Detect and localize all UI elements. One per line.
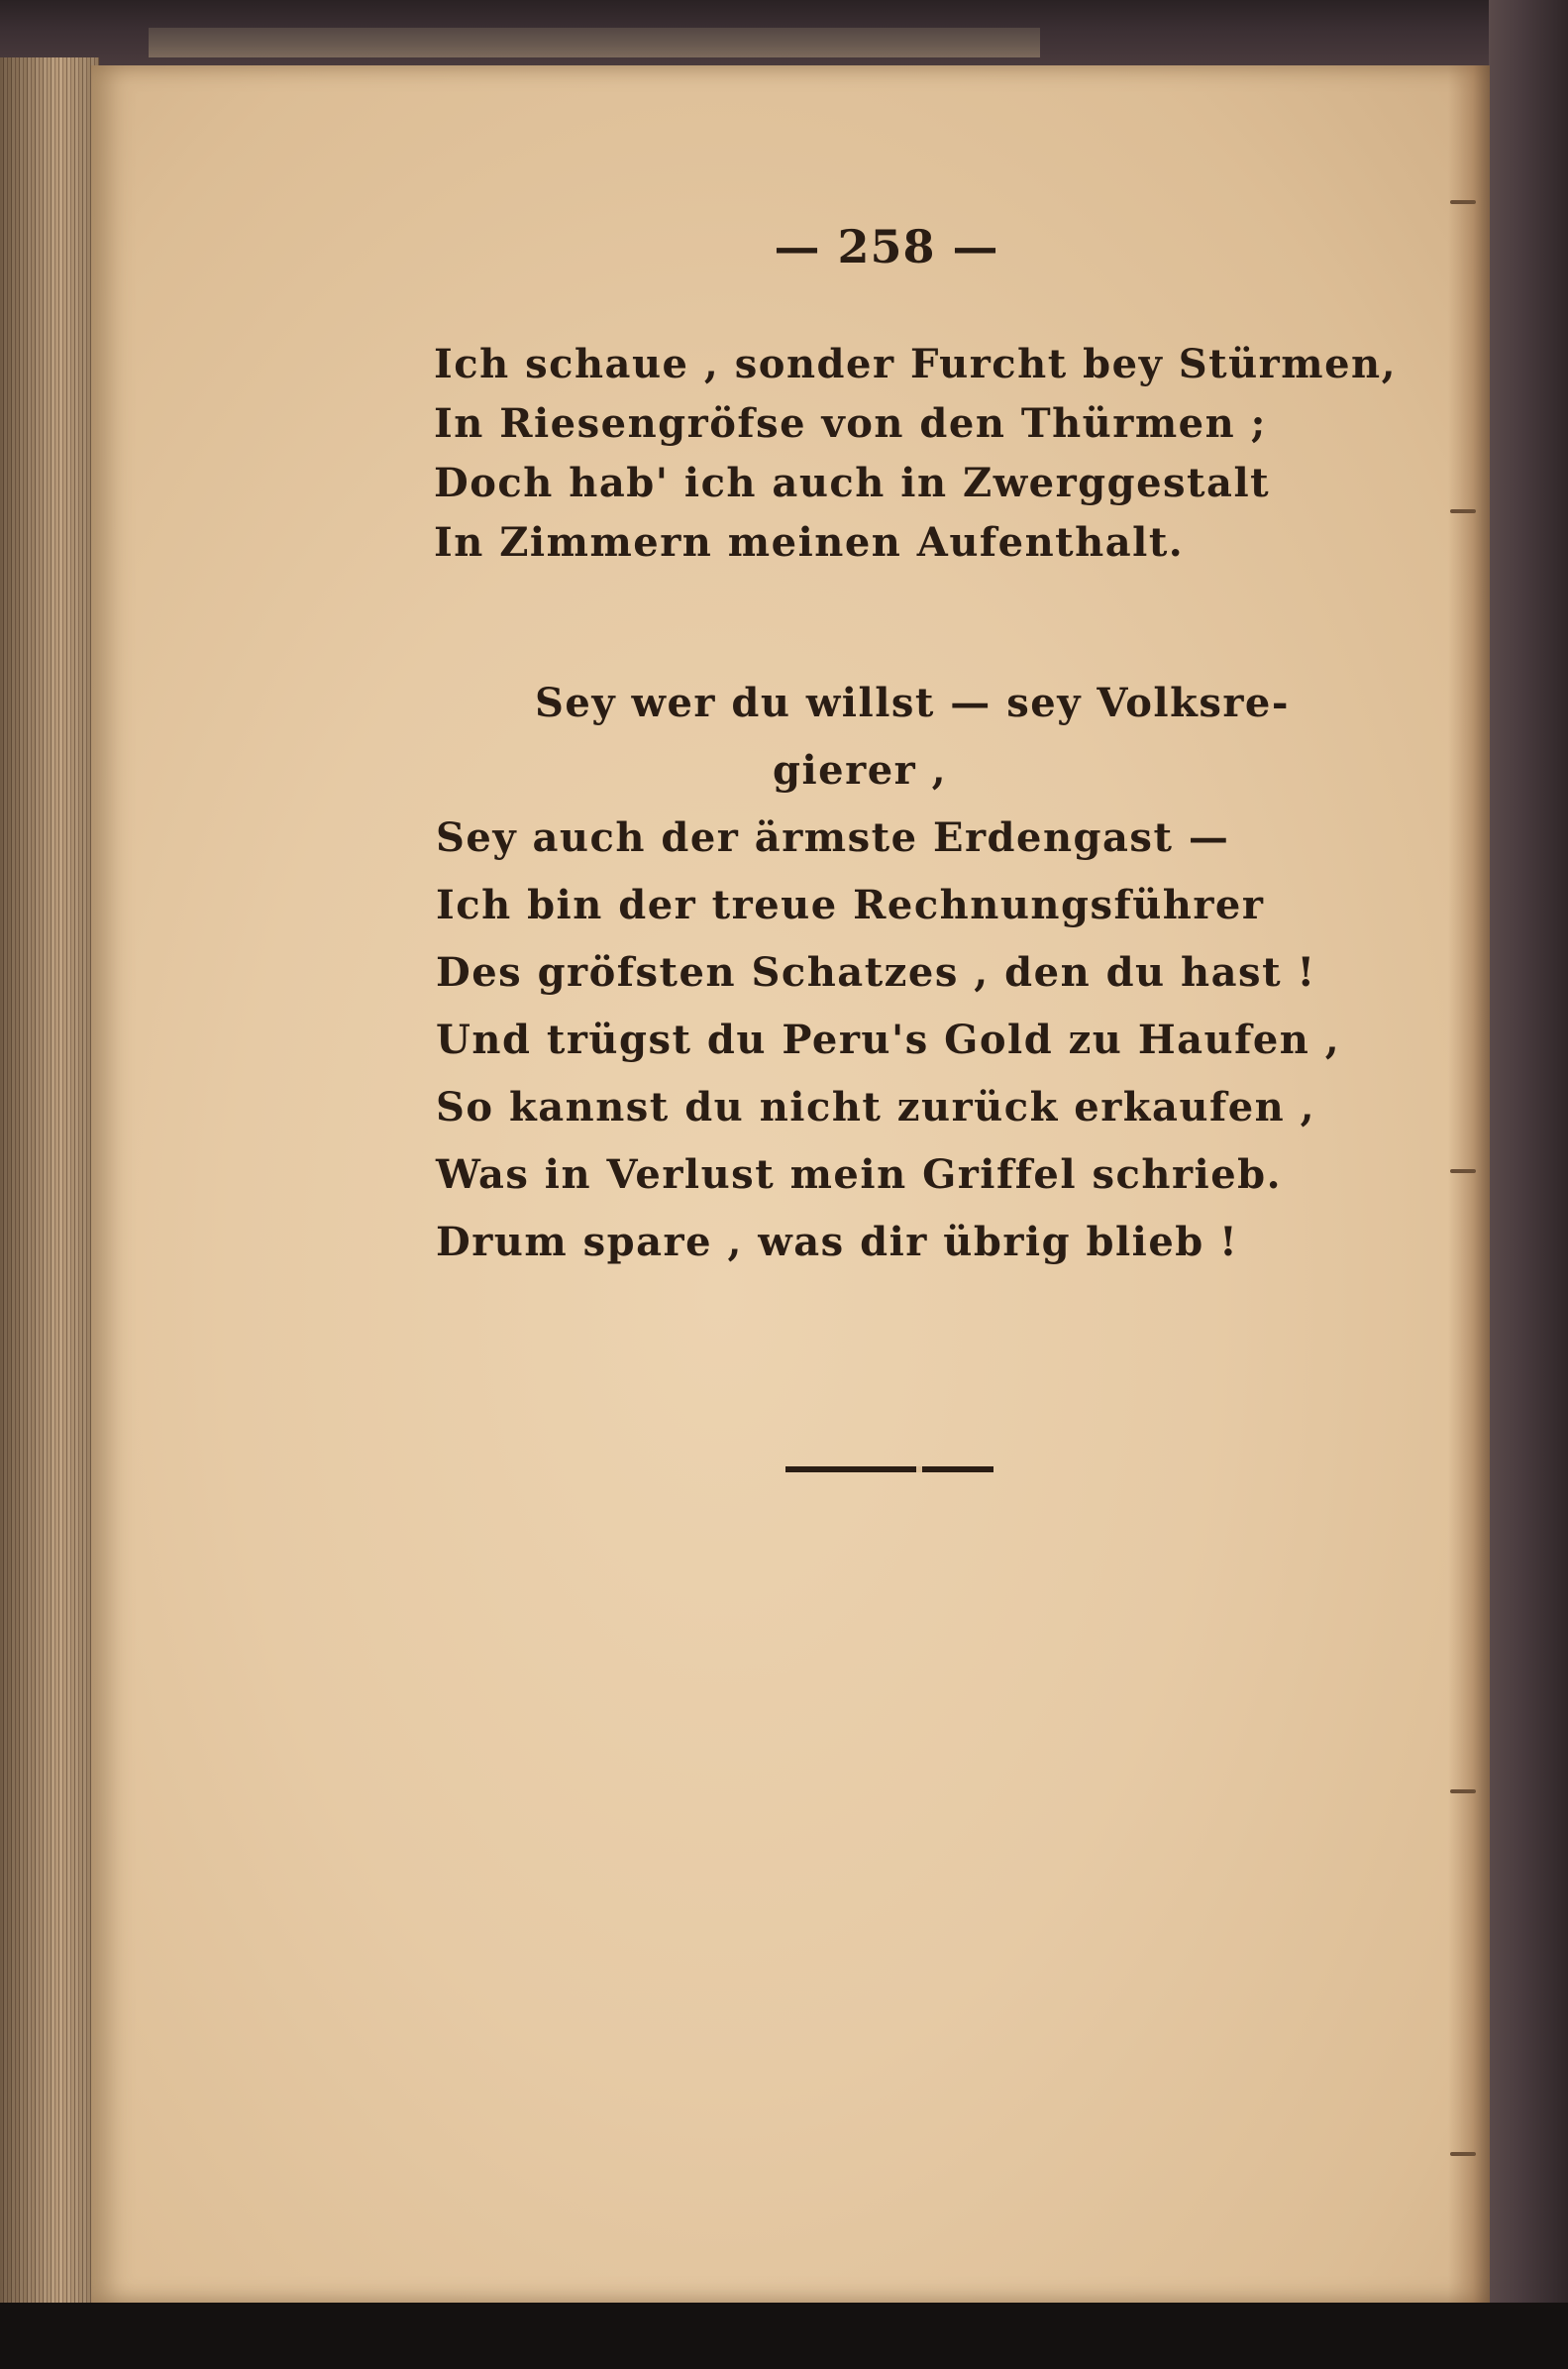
binding-gutter [1448,65,1490,2303]
verse-line: In Zimmern meinen Aufenthalt. [434,519,1185,566]
verse-line-continuation: gierer , [773,747,948,794]
binding-stitch [1450,1789,1476,1793]
verse-line: Sey wer du willst — sey Volksre- [535,680,1290,726]
binding-stitch [1450,2152,1476,2156]
page-number: — 258 — [774,220,999,273]
binding-stitch [1450,1169,1476,1173]
verse-line: Doch hab' ich auch in Zwerggestalt [434,460,1271,506]
stanza-one [434,335,1397,573]
verse-line: So kannst du nicht zurück erkaufen , [436,1084,1316,1131]
end-rule-divider [785,1466,993,1472]
book-cover-right [1489,0,1568,2369]
rule-gap [916,1466,922,1472]
verse-line: Drum spare , was dir übrig blieb ! [436,1219,1239,1265]
verse-line: In Riesengröfse von den Thürmen ; [434,400,1267,447]
verse-line: Sey auch der ärmste Erdengast — [436,814,1230,861]
stanza-two [436,674,1340,1280]
page-top-edge [149,28,1040,57]
verse-line: Und trügst du Peru's Gold zu Haufen , [436,1017,1341,1063]
verse-line: Ich schaue , sonder Furcht bey Stürmen, [434,341,1398,387]
scan-bottom-border [0,2303,1568,2369]
verse-line: Des gröfsten Schatzes , den du hast ! [436,949,1316,996]
binding-stitch [1450,509,1476,513]
verse-line: Was in Verlust mein Griffel schrieb. [436,1151,1283,1198]
verse-line: Ich bin der treue Rechnungsführer [436,882,1265,928]
page-edges-shadow [0,57,99,2305]
binding-stitch [1450,200,1476,204]
